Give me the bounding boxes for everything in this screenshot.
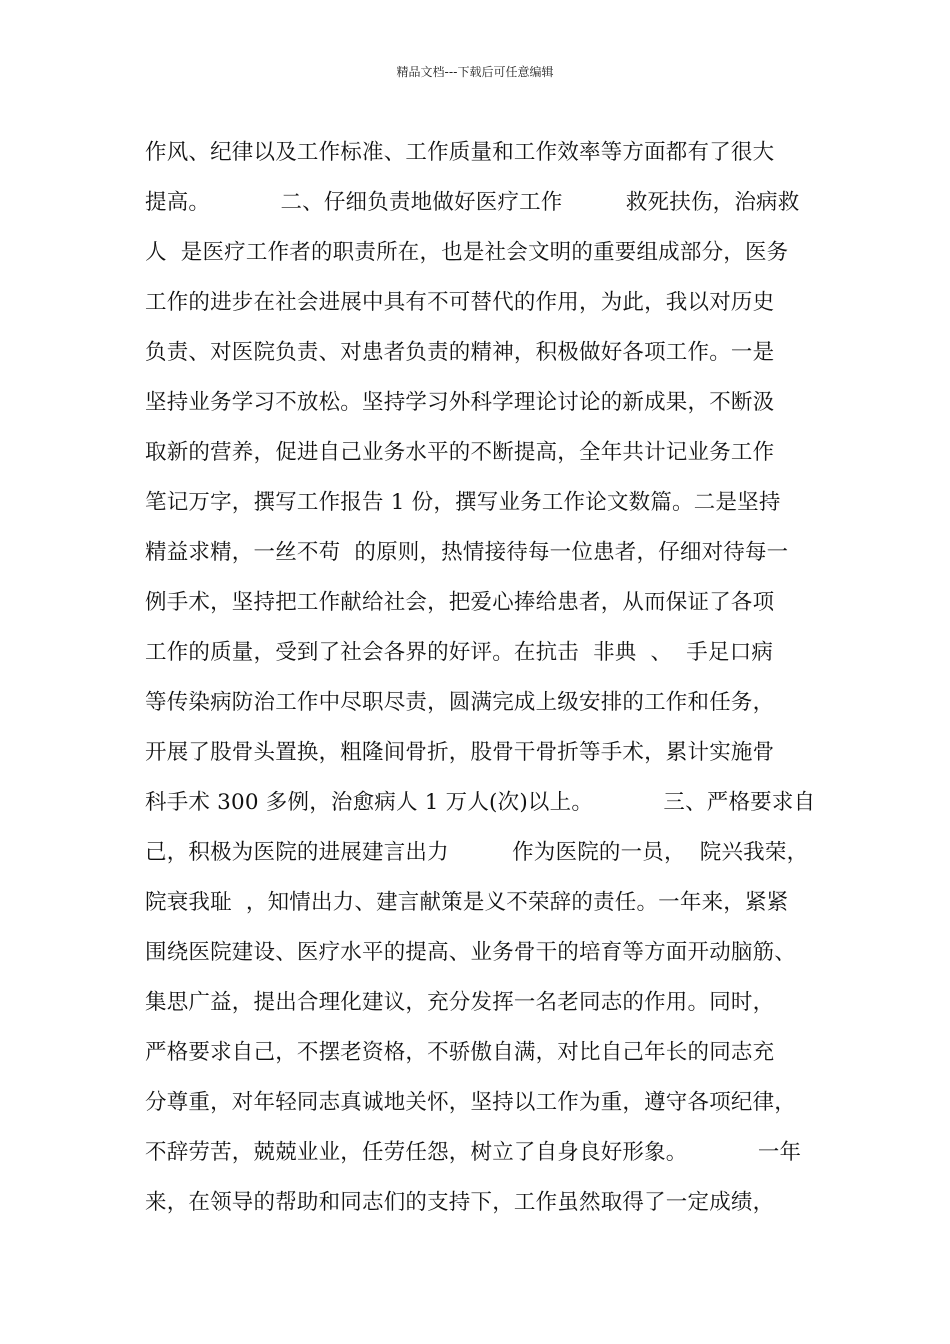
text-line: 集思广益，提出合理化建议，充分发挥一名老同志的作用。同时， [145,990,775,1015]
text-line: 负责、对医院负责、对患者负责的精神，积极做好各项工作。一是 [145,340,775,365]
text-line: 等传染病防治工作中尽职尽责，圆满完成上级安排的工作和任务， [145,690,775,715]
text-line: 提高。 二、仔细负责地做好医疗工作 救死扶伤，治病救 [145,190,800,215]
text-line: 来，在领导的帮助和同志们的支持下，工作虽然取得了一定成绩， [145,1190,775,1215]
text-line: 工作的质量，受到了社会各界的好评。在抗击 非典 、 手足口病 [145,640,774,665]
text-line: 工作的进步在社会进展中具有不可替代的作用，为此，我以对历史 [145,290,775,315]
text-line: 严格要求自己，不摆老资格，不骄傲自满，对比自己年长的同志充 [145,1040,775,1065]
text-line: 例手术，坚持把工作献给社会，把爱心捧给患者，从而保证了各项 [145,590,775,615]
page-header: 精品文档---下载后可任意编辑 [396,65,554,79]
text-line: 作风、纪律以及工作标准、工作质量和工作效率等方面都有了很大 [145,140,775,165]
text-line: 坚持业务学习不放松。坚持学习外科学理论讨论的新成果，不断汲 [145,390,775,415]
text-line: 围绕医院建设、医疗水平的提高、业务骨干的培育等方面开动脑筋、 [145,940,797,965]
document-body [145,128,835,1228]
text-line: 院衰我耻 ，知情出力、建言献策是义不荣辞的责任。一年来，紧紧 [145,890,789,915]
text-line: 科手术 300 多例，治愈病人 1 万人(次)以上。 三、严格要求自 [145,790,816,815]
text-line: 己，积极为医院的进展建言出力 作为医院的一员， 院兴我荣， [145,840,809,865]
text-line: 不辞劳苦，兢兢业业，任劳任怨，树立了自身良好形象。 一年 [145,1140,802,1165]
text-line: 取新的营养，促进自己业务水平的不断提高，全年共计记业务工作 [145,440,775,465]
text-line: 人 是医疗工作者的职责所在，也是社会文明的重要组成部分，医务 [145,240,789,265]
text-line: 开展了股骨头置换，粗隆间骨折，股骨干骨折等手术，累计实施骨 [145,740,775,765]
text-line: 笔记万字，撰写工作报告 1 份，撰写业务工作论文数篇。二是坚持 [145,490,781,515]
text-line: 分尊重，对年轻同志真诚地关怀，坚持以工作为重，遵守各项纪律， [145,1090,797,1115]
text-line: 精益求精，一丝不苟 的原则，热情接待每一位患者，仔细对待每一 [145,540,789,565]
